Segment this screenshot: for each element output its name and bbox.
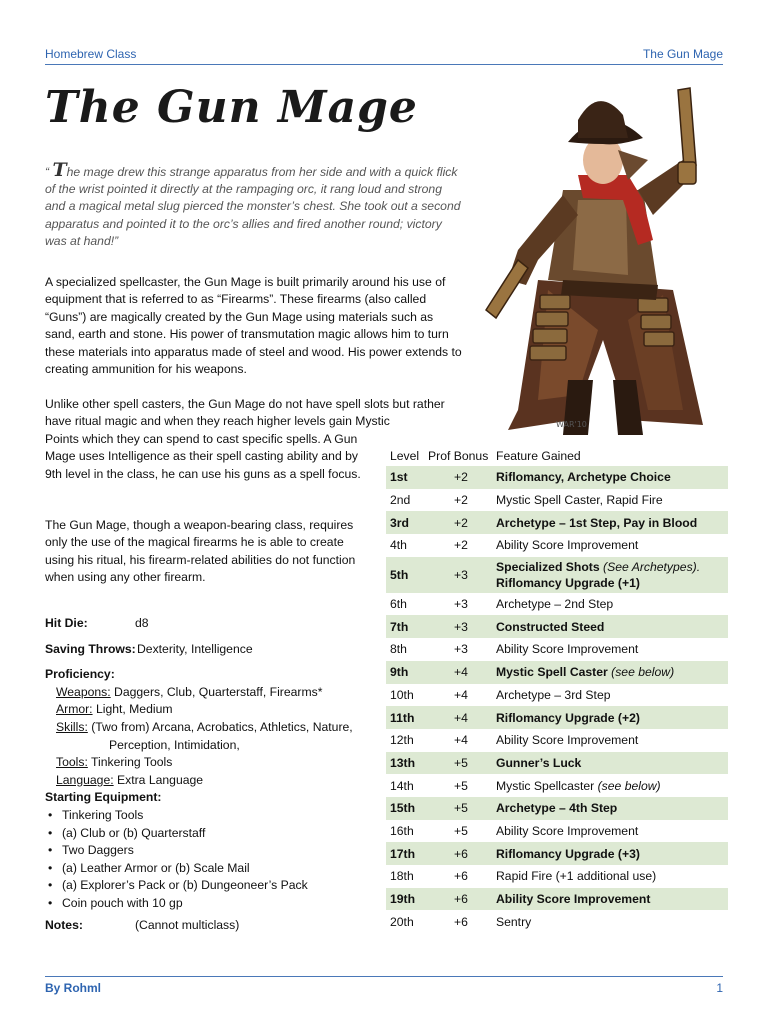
page-number: 1 [716, 981, 723, 995]
paragraph-spellcasting-b: Points which they can spend to cast specific spells. A Gun Mage uses Intelligence as their spell casting ability and by 9th level in the class, he can use his guns as a spell focus. [45, 431, 361, 481]
tools-label: Tools: [56, 755, 88, 770]
class-stats [45, 615, 375, 934]
quote-dropcap: T [52, 159, 67, 181]
skills-continued: Perception, Intimidation, [109, 737, 240, 752]
saving-throws-value: Dexterity, Intelligence [137, 641, 253, 656]
notes-label: Notes: [45, 917, 83, 932]
list-item: • (a) Club or (b) Quarterstaff [45, 825, 375, 843]
level-table [386, 446, 728, 933]
hit-die-value: d8 [135, 616, 149, 630]
table-row: 7th +3 Constructed Steed [386, 615, 728, 638]
page-title: The Gun Mage [45, 82, 418, 133]
page-header [45, 47, 723, 65]
table-row: 6th +3 Archetype – 2nd Step [390, 597, 614, 612]
skills-label: Skills: [56, 719, 88, 734]
list-item: • Two Daggers [45, 842, 375, 860]
weapons-value: Daggers, Club, Quarterstaff, Firearms* [114, 684, 323, 699]
list-item: • (a) Explorer’s Pack or (b) Dungeoneer’s Pack [45, 877, 375, 895]
tools-value: Tinkering Tools [91, 755, 173, 770]
page-footer [45, 976, 723, 1000]
col-feature: Feature Gained [496, 449, 581, 463]
header-left: Homebrew Class [45, 47, 137, 61]
gun-mage-illustration [478, 80, 728, 440]
weapons-label: Weapons: [56, 684, 111, 699]
quote-text: he mage drew this strange apparatus from her side and with a quick flick of the wrist pointed it directly at the rampaging orc, it rang loud and strong and a magical metal slug pierced the monster’s chest. She took out a second apparatus and pointed it to the orc’s allies and fired another round; victory was at hand!” [45, 165, 461, 248]
col-level: Level [390, 449, 420, 463]
table-row: 8th +3 Ability Score Improvement [390, 642, 639, 657]
header-right: The Gun Mage [642, 47, 723, 61]
table-row: 9th +4 Mystic Spell Caster (see below) [386, 661, 728, 684]
table-row: 14th +5 Mystic Spellcaster (see below) [390, 778, 661, 793]
list-item: • Tinkering Tools [45, 807, 375, 825]
list-item: • Coin pouch with 10 gp [45, 895, 375, 913]
table-row: 2nd +2 Mystic Spell Caster, Rapid Fire [390, 493, 663, 508]
table-row: 20th +6 Sentry [390, 914, 532, 929]
artist-signature: WAR'10 [556, 420, 587, 429]
table-header [386, 446, 728, 466]
table-row: 4th +2 Ability Score Improvement [390, 538, 639, 553]
col-prof: Prof Bonus [428, 449, 489, 463]
table-row: 3rd +2 Archetype – 1st Step, Pay in Blood [386, 511, 728, 534]
language-value: Extra Language [117, 772, 204, 787]
paragraph-firearms: The Gun Mage, though a weapon-bearing class, requires only the use of the magical firearms he is able to create using his ritual, his firearm-related abilities do not function when using any other firearm. [45, 518, 356, 585]
table-row: 12th +4 Ability Score Improvement [390, 733, 639, 748]
table-row: 18th +6 Rapid Fire (+1 additional use) [390, 869, 657, 884]
table-row: 1st +2 Riflomancy, Archetype Choice [386, 466, 728, 489]
table-row: 19th +6 Ability Score Improvement [386, 888, 728, 911]
hit-die-label: Hit Die: [45, 616, 88, 630]
skills-value: (Two from) Arcana, Acrobatics, Athletics, Nature, [91, 719, 353, 734]
table-row: 11th +4 Riflomancy Upgrade (+2) [386, 706, 728, 729]
table-row: 10th +4 Archetype – 3rd Step [390, 687, 611, 702]
footer-author: By Rohml [45, 981, 102, 995]
intro-quote [45, 159, 463, 250]
equipment-list [45, 807, 375, 913]
table-row: 5th +3 Specialized Shots (See Archetypes). Riflomancy Upgrade (+1) [386, 557, 728, 593]
paragraph-spellcasting [45, 396, 445, 483]
notes-value: (Cannot multiclass) [135, 917, 240, 932]
table-row: 13th +5 Gunner’s Luck [386, 752, 728, 775]
saving-throws-label: Saving Throws: [45, 641, 136, 656]
equipment-label: Starting Equipment: [45, 790, 162, 805]
table-row: 15th +5 Archetype – 4th Step [386, 797, 728, 820]
paragraph-spellcasting-a: Unlike other spell casters, the Gun Mage do not have spell slots but rather have ritual magic and when they reach higher levels gain Mystic [45, 397, 445, 429]
language-label: Language: [56, 772, 114, 787]
list-item: • (a) Leather Armor or (b) Scale Mail [45, 860, 375, 878]
armor-label: Armor: [56, 702, 93, 717]
quote-open: “ [45, 165, 50, 179]
paragraph-intro: A specialized spellcaster, the Gun Mage is built primarily around his use of equipment that is referred to as “Firearms”. These firearms (also called “Guns”) are magically created by the Gun Mage using materials such as sand, earth and stone. His power of transmutation magic allows him to turn these materials into apparatus made of steel and wood. His power extends to creating ammunition for his weapons. [45, 275, 462, 377]
armor-value: Light, Medium [95, 702, 173, 717]
table-row: 16th +5 Ability Score Improvement [390, 823, 639, 838]
proficiency-label: Proficiency: [45, 667, 115, 682]
table-row: 17th +6 Riflomancy Upgrade (+3) [386, 842, 728, 865]
